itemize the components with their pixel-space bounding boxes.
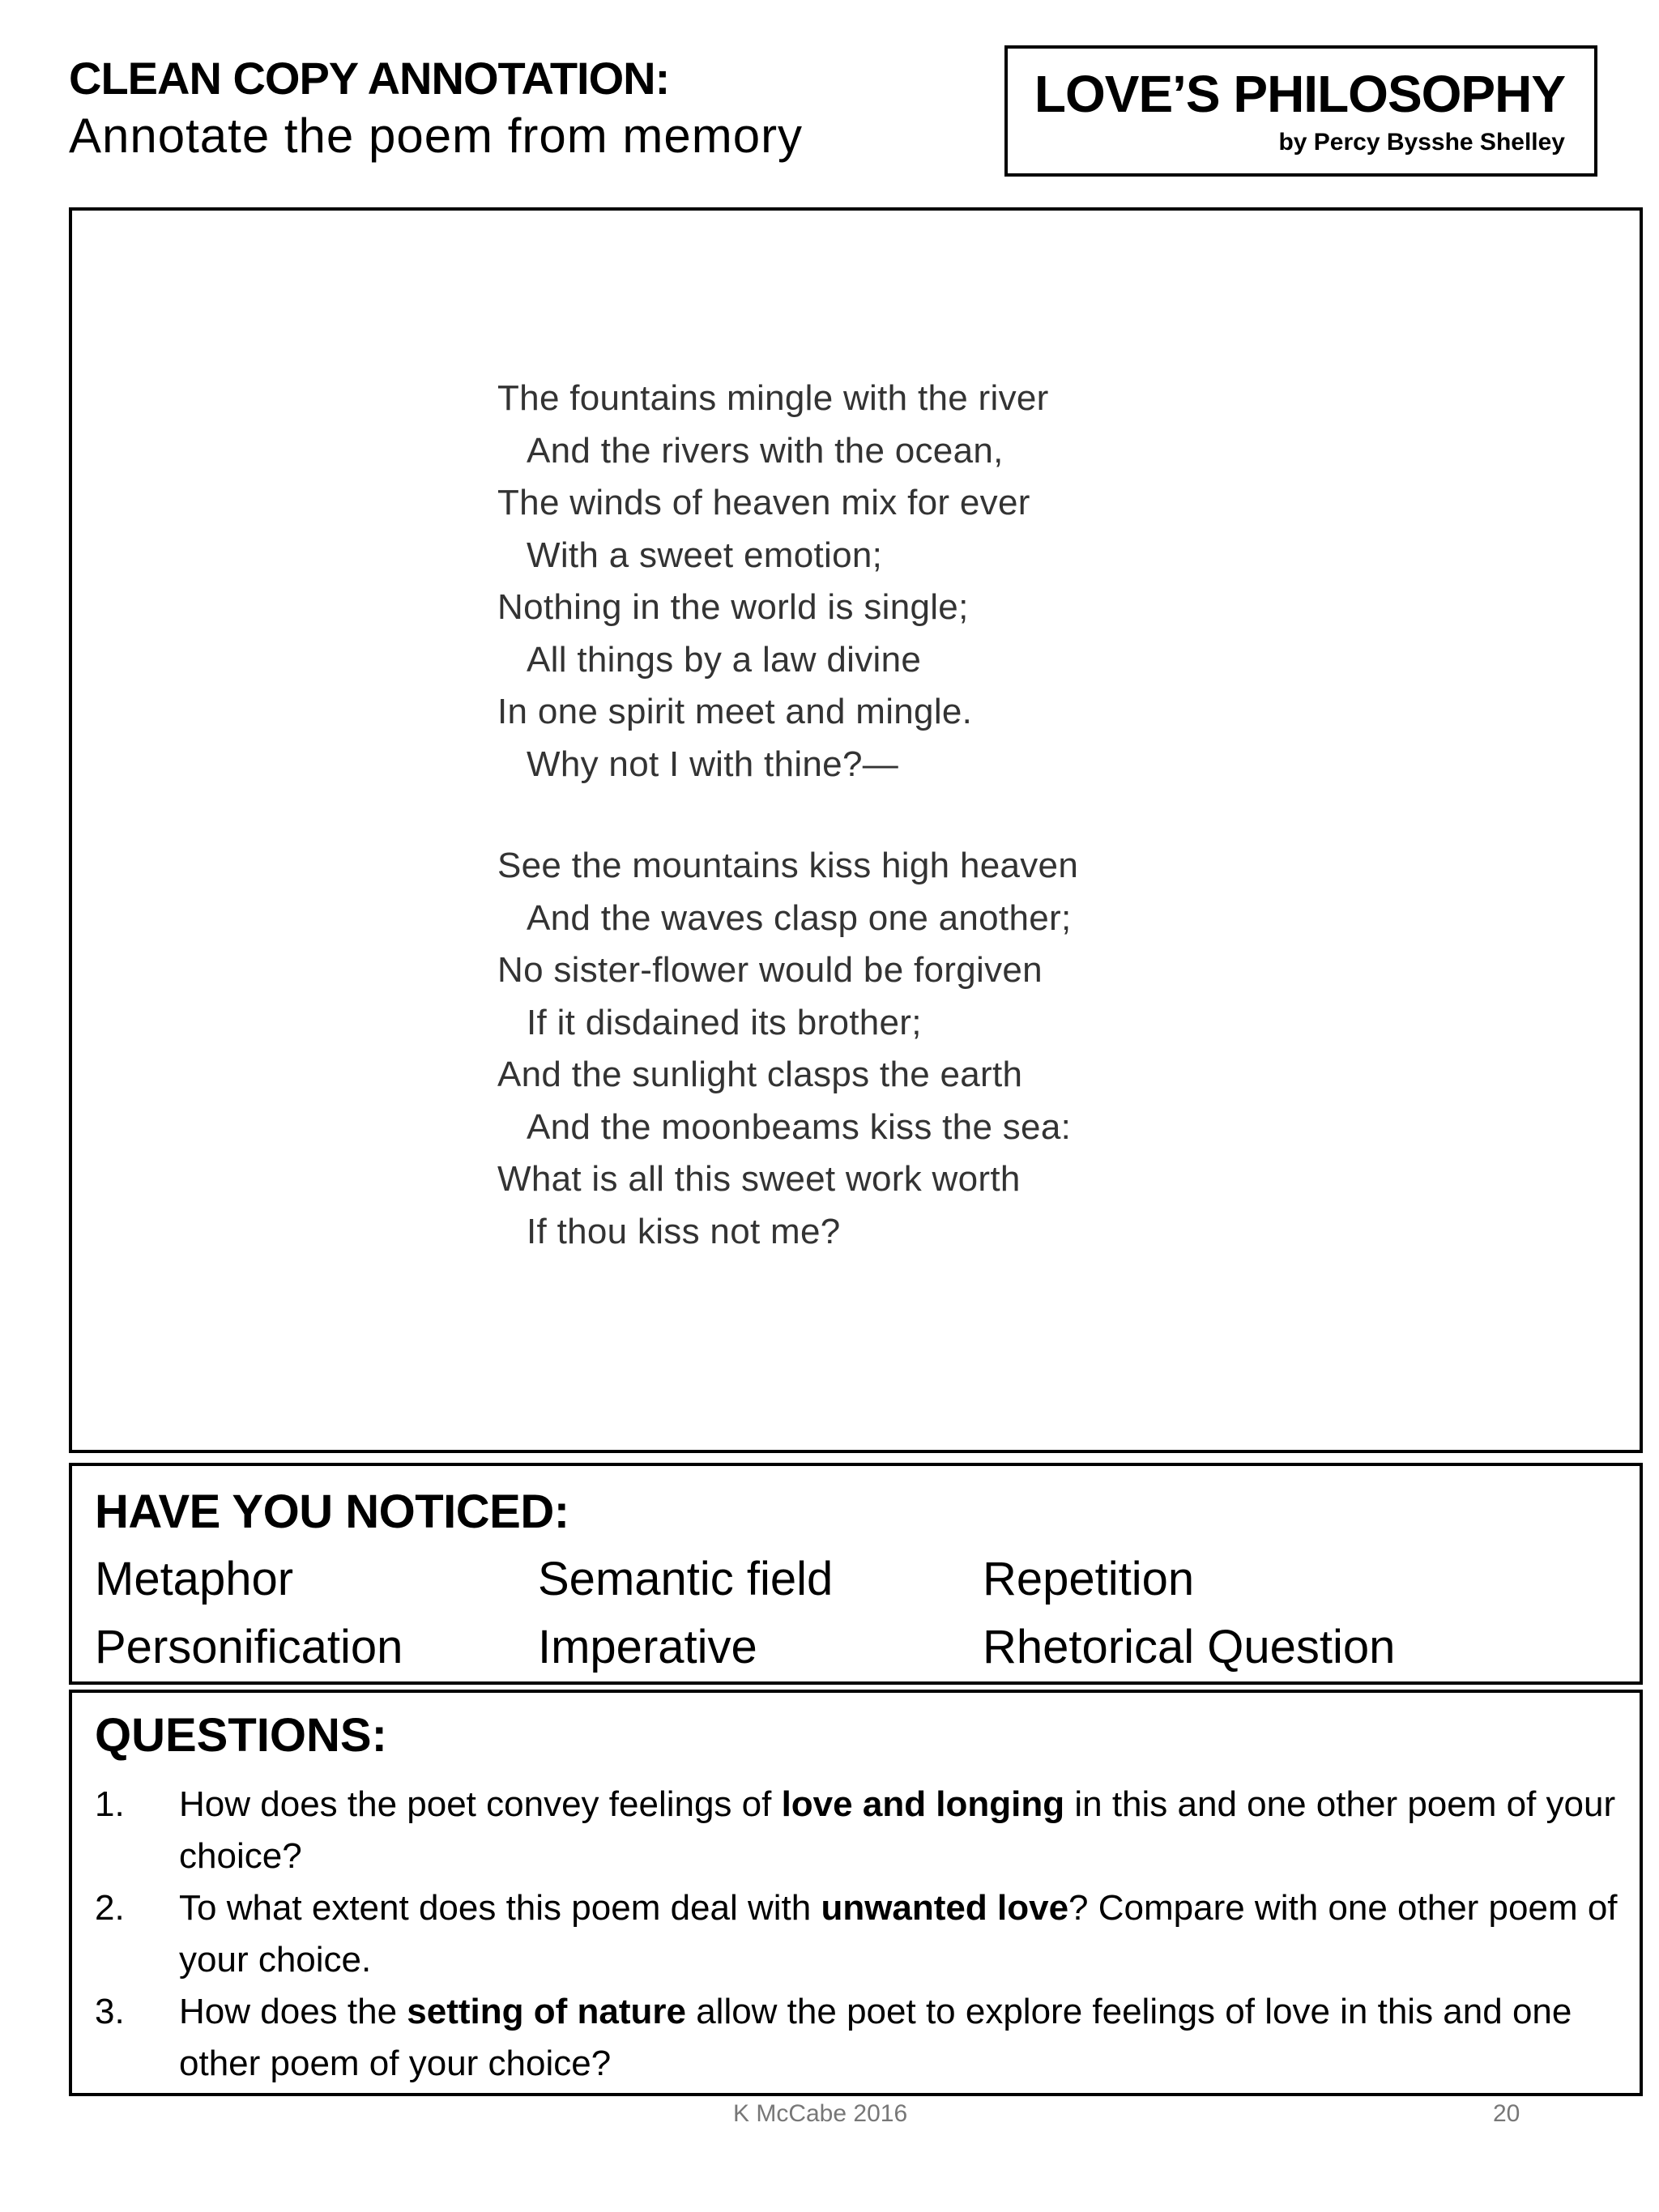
poem-line: And the rivers with the ocean, — [527, 430, 1004, 471]
poem-line: The winds of heaven mix for ever — [497, 483, 1030, 522]
question-number: 1. — [95, 1784, 125, 1824]
term-personification: Personification — [95, 1621, 403, 1673]
worksheet-label: CLEAN COPY ANNOTATION: — [69, 53, 670, 104]
page-number: 20 — [1493, 2100, 1520, 2127]
footer-credit: K McCabe 2016 — [733, 2100, 908, 2127]
poem-line: If it disdained its brother; — [527, 1002, 922, 1042]
poem-line: If thou kiss not me? — [527, 1211, 841, 1251]
question-key-phrase: setting of nature — [407, 1992, 686, 2031]
poem-title-box — [1004, 45, 1597, 177]
poem-line: With a sweet emotion; — [527, 535, 883, 575]
questions-list — [95, 1779, 1618, 2090]
poem-annotation-frame — [69, 207, 1643, 1453]
poem-line: No sister-flower would be forgiven — [497, 950, 1043, 990]
worksheet-instruction: Annotate the poem from memory — [69, 109, 804, 163]
poem-line: Nothing in the world is single; — [497, 587, 969, 627]
poem-line: And the sunlight clasps the earth — [497, 1055, 1023, 1094]
poem-line: And the moonbeams kiss the sea: — [527, 1106, 1072, 1147]
question-item — [95, 1882, 1618, 1986]
poem-title: LOVE’S PHILOSOPHY — [1034, 65, 1565, 123]
poem-line: And the waves clasp one another; — [527, 897, 1072, 938]
poem-line: See the mountains kiss high heaven — [497, 846, 1079, 885]
question-text: How does the setting of nature allow the poet to explore feelings of love in this and one other poem of your choice? — [179, 1992, 1572, 2083]
header-left — [69, 50, 803, 165]
poem-author: by Percy Bysshe Shelley — [1278, 129, 1565, 156]
poem-line: Why not I with thine?— — [527, 744, 899, 784]
question-item — [95, 1986, 1618, 2090]
question-text: How does the poet convey feelings of love and longing in this and one other poem of your choice? — [179, 1784, 1616, 1876]
poem-line: All things by a law divine — [527, 639, 922, 680]
literary-terms-grid — [95, 1545, 1436, 1681]
poem-line: The fountains mingle with the river — [497, 378, 1049, 418]
term-rhetorical-question: Rhetorical Question — [983, 1621, 1396, 1673]
poem-line: What is all this sweet work worth — [497, 1159, 1021, 1199]
term-metaphor: Metaphor — [95, 1553, 294, 1605]
term-imperative: Imperative — [538, 1621, 757, 1673]
poem-text — [497, 373, 1078, 1258]
term-semantic-field: Semantic field — [538, 1553, 834, 1605]
have-you-noticed-title: HAVE YOU NOTICED: — [95, 1485, 569, 1538]
question-text: To what extent does this poem deal with unwanted love? Compare with one other poem of your choice. — [179, 1888, 1618, 1980]
have-you-noticed-box — [69, 1463, 1643, 1685]
questions-title: QUESTIONS: — [95, 1709, 387, 1762]
poem-line: In one spirit meet and mingle. — [497, 692, 973, 731]
questions-box — [69, 1690, 1643, 2096]
question-key-phrase: unwanted love — [821, 1888, 1069, 1928]
question-number: 2. — [95, 1888, 125, 1928]
question-number: 3. — [95, 1992, 125, 2031]
question-key-phrase: love and longing — [781, 1784, 1065, 1824]
stanza-break — [497, 791, 1078, 840]
term-repetition: Repetition — [983, 1553, 1195, 1605]
question-item — [95, 1779, 1618, 1882]
